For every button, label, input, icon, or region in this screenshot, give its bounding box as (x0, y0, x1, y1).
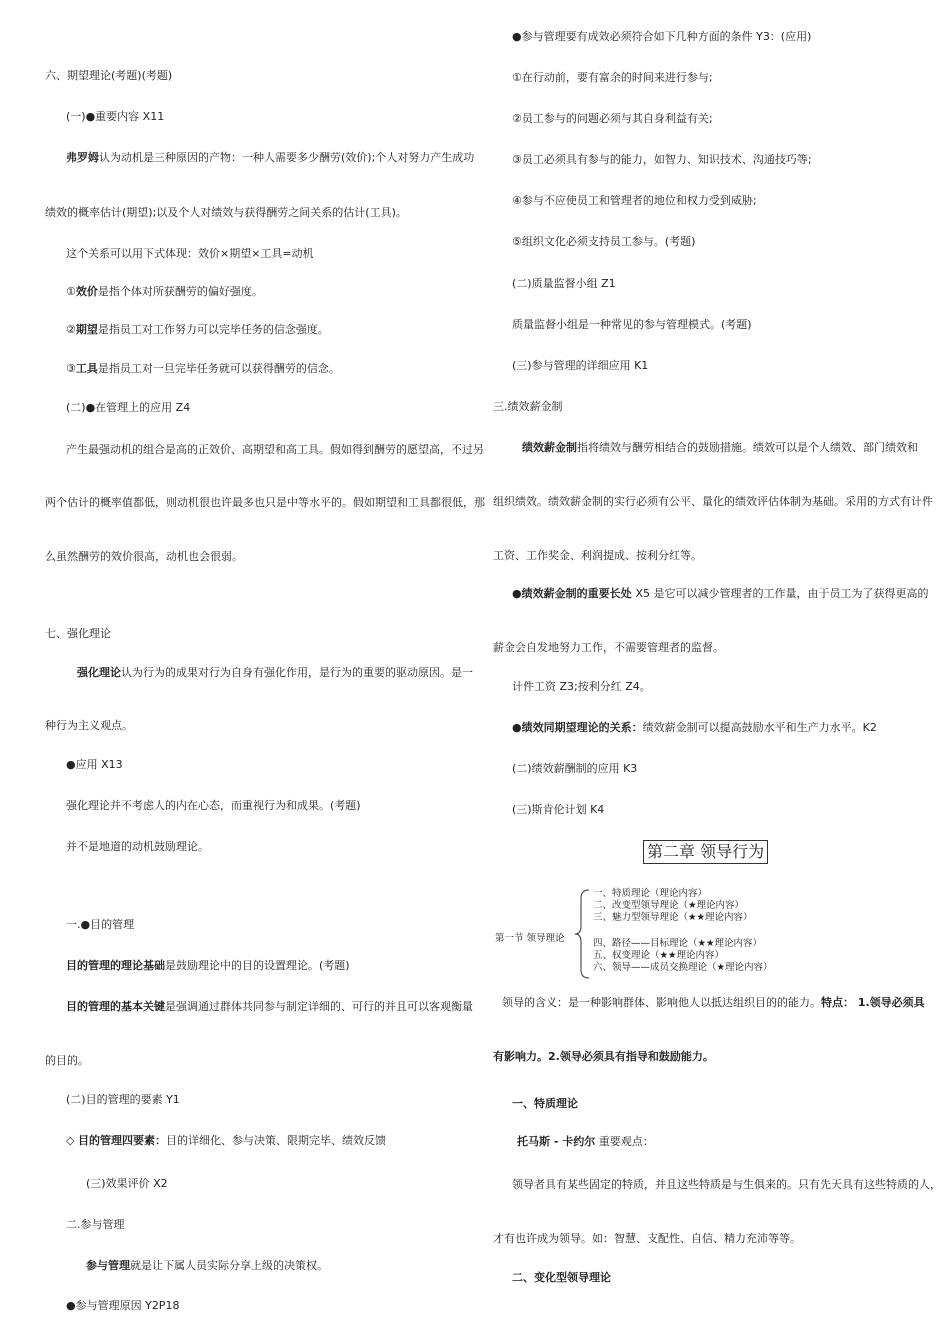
paragraph-line: 组织绩效。绩效薪金制的实行必须有公平、量化的绩效评估体制为基础。采用的方式有计件 (493, 495, 933, 508)
term: 参与管理 (86, 1259, 130, 1272)
section-heading: 二、变化型领导理论 (512, 1271, 611, 1284)
subsection-heading: (三)斯肯伦计划 K4 (512, 803, 605, 816)
outline-item: 四、路径——目标理论（★★理论内容） (593, 938, 763, 949)
outline-item: 五、权变理论（★★理论内容） (593, 950, 725, 961)
paragraph-line: 才有也许成为领导。如：智慧、支配性、自信、精力充沛等等。 (493, 1232, 801, 1245)
section-heading: 二.参与管理 (66, 1218, 125, 1231)
outline-item: 三、魅力型领导理论（★★理论内容） (593, 912, 753, 923)
paragraph-line (86, 1259, 328, 1273)
term: 效价 (75, 285, 98, 298)
paragraph-line (517, 1135, 654, 1149)
term: 期望 (75, 323, 98, 336)
term: ●绩效同期望理论的关系： (512, 721, 643, 734)
term: 目的管理的理论基础 (66, 959, 165, 972)
chapter-title: 第二章 领导行为 (643, 840, 768, 864)
list-item: ④参与不应使员工和管理者的地位和权力受到威胁; (512, 194, 757, 207)
text: 认为行为的成果对行为自身有强化作用，是行为的重要的驱动原因。是一 (121, 666, 473, 679)
section-heading: 七、强化理论 (45, 627, 111, 640)
paragraph-line: 两个估计的概率值都低，则动机很也许最多也只是中等水平的。假如期望和工具都很低，那 (45, 496, 485, 509)
paragraph-line (66, 1134, 386, 1148)
paragraph-line: 的目的。 (45, 1054, 89, 1067)
subsection-heading: ●参与管理原因 Y2P18 (66, 1299, 180, 1312)
text: ●参与管理要有成效必须符合如下几种方面的条件 (512, 30, 757, 43)
subsection-heading: (三)参与管理的详细应用 K1 (512, 359, 649, 372)
term: 绩效薪金制 (522, 441, 577, 454)
text: X5 是它可以减少管理者的工作量，由于员工为了获得更高的 (635, 587, 929, 600)
paragraph-line (66, 151, 474, 165)
text: 领导的含义： (502, 996, 568, 1009)
term: 工具 (75, 362, 98, 375)
section-heading: 三.绩效薪金制 (493, 400, 563, 413)
paragraph-line (77, 666, 473, 680)
list-marker: ② (66, 323, 76, 336)
subsection-heading: (二)●在管理上的应用 Z4 (66, 401, 191, 414)
formula: 效价×期望×工具=动机 (198, 247, 314, 260)
paragraph-line (522, 441, 918, 455)
paragraph-line: 薪金会自发地努力工作，不需要管理者的监督。 (493, 641, 724, 654)
term: 弗罗姆 (66, 151, 99, 164)
list-marker: ③ (66, 362, 76, 375)
subsection-heading (512, 30, 811, 44)
text: Y3：(应用) (756, 30, 812, 43)
list-item: ②员工参与的问题必须与其自身利益有关; (512, 112, 713, 125)
text: 是指员工对工作努力可以完毕任务的信念强度。 (97, 323, 329, 336)
paragraph-line (502, 996, 925, 1010)
section-outline (493, 888, 823, 980)
list-item: ⑤组织文化必须支持员工参与。(考题) (512, 235, 696, 248)
text: 指将绩效与酬劳相结合的鼓励措施。绩效可以是个人绩效、部门绩效和 (577, 441, 918, 454)
list-item: ③员工必须具有参与的能力，如智力、知识技术、沟通技巧等; (512, 153, 812, 166)
list-item (66, 285, 263, 299)
subsection-heading: (一)●重要内容 X11 (66, 110, 165, 123)
paragraph-line: 工资、工作奖金、利润提成、按利分红等。 (493, 549, 702, 562)
paragraph-line: 么虽然酬劳的效价很高，动机也会很弱。 (45, 550, 243, 563)
section-heading: 一.●目的管理 (66, 918, 135, 931)
paragraph-line: 领导者具有某些固定的特质，并且这些特质是与生俱来的。只有先天具有这些特质的人， (512, 1178, 941, 1191)
outline-section-label: 第一节 领导理论 (495, 933, 565, 944)
paragraph-line: 强化理论并不考虑人的内在心态，而重视行为和成果。(考题) (66, 799, 361, 812)
text: 绩效薪金制可以提高鼓励水平和生产力水平。K2 (642, 721, 877, 734)
term: 目的管理四要素： (77, 1134, 166, 1147)
paragraph-line (66, 959, 350, 973)
subsection-heading: (二)质量监督小组 Z1 (512, 277, 616, 290)
paragraph-line: 种行为主义观点。 (45, 719, 133, 732)
term: 托马斯 - 卡约尔 (517, 1135, 596, 1148)
term: 目的管理的基本关键 (66, 1000, 165, 1013)
text: 是指员工对一旦完毕任务就可以获得酬劳的信念。 (97, 362, 340, 375)
section-heading: 六、期望理论(考题)(考题) (45, 69, 173, 82)
paragraph-line (512, 587, 928, 601)
text: 就是让下属人员实际分享上级的决策权。 (130, 1259, 328, 1272)
text: 是指个体对所获酬劳的偏好强度。 (97, 285, 263, 298)
text: 这个关系可以用下式体现： (66, 247, 198, 260)
list-marker: ① (66, 285, 76, 298)
subsection-heading: (二)目的管理的要素 Y1 (66, 1093, 180, 1106)
paragraph-line: 有影响力。2.领导必须具有指导和鼓励能力。 (493, 1050, 714, 1063)
paragraph-line (512, 721, 877, 735)
term: 强化理论 (77, 666, 121, 679)
outline-item: 二、改变型领导理论（★理论内容） (593, 900, 745, 911)
list-item: ①在行动前，要有富余的时间来进行参与; (512, 71, 713, 84)
subsection-heading: ●应用 X13 (66, 758, 123, 771)
text: 目的详细化、参与决策、限期完毕、绩效反馈 (165, 1134, 386, 1147)
outline-item: 六、领导——成员交换理论（★理论内容） (593, 962, 773, 973)
text: 重要观点： (595, 1135, 654, 1148)
paragraph-line (66, 1000, 473, 1014)
list-item (66, 362, 340, 376)
outline-item: 一、特质理论（理论内容） (593, 888, 708, 899)
paragraph-line: 计件工资 Z3;按利分红 Z4。 (512, 680, 651, 693)
text: 认为动机是三种原因的产物：一种人需要多少酬劳(效价);个人对努力产生成功 (99, 151, 475, 164)
text: 是一种影响群体、影响他人以抵达组织目的的能力。 (568, 996, 821, 1009)
term: 特点： 1.领导必须具 (821, 996, 925, 1009)
paragraph-line: 绩效的概率估计(期望);以及个人对绩效与获得酬劳之间关系的估计(工具)。 (45, 206, 407, 219)
paragraph-line: 并不是地道的动机鼓励理论。 (66, 840, 209, 853)
section-heading: 一、特质理论 (512, 1097, 578, 1110)
term: ●绩效薪金制的重要长处 (512, 587, 636, 600)
diamond-icon: ◇ (66, 1134, 78, 1147)
list-item (66, 323, 329, 337)
subsection-heading: (三)效果评价 X2 (86, 1177, 168, 1190)
paragraph-line: 产生最强动机的组合是高的正效价、高期望和高工具。假如得到酬劳的愿望高，不过另 (66, 443, 484, 456)
paragraph-line: 质量监督小组是一种常见的参与管理模式。(考题) (512, 318, 752, 331)
brace-icon (573, 888, 593, 980)
subsection-heading: (二)绩效薪酬制的应用 K3 (512, 762, 638, 775)
text: 是强调通过群体共同参与制定详细的、可行的并且可以客观衡量 (165, 1000, 473, 1013)
text: 是鼓励理论中的目的设置理论。(考题) (165, 959, 350, 972)
paragraph-line (66, 247, 314, 261)
